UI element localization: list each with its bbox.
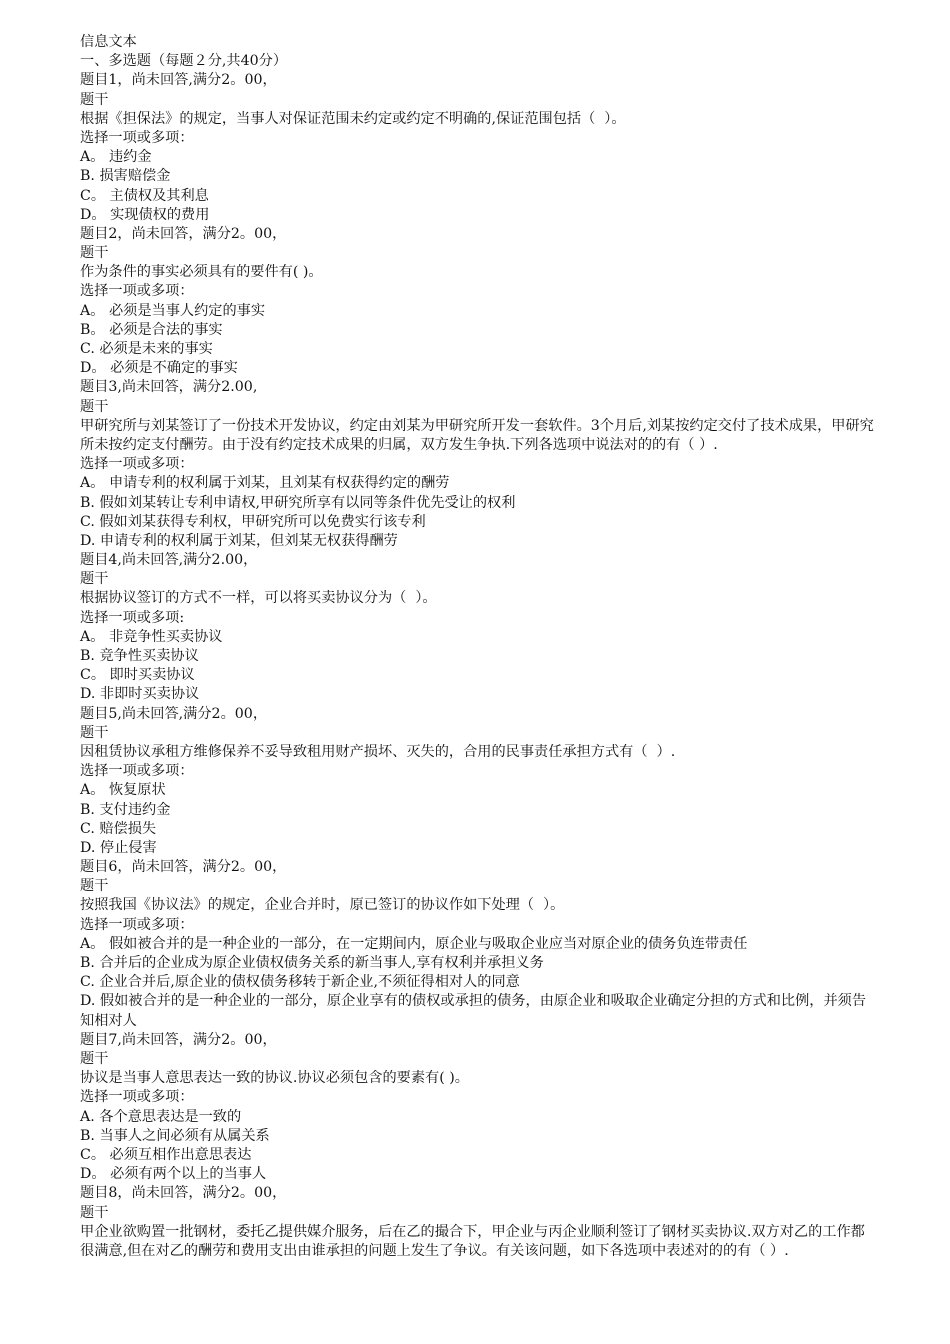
option-c[interactable]: C。 必须互相作出意思表达 bbox=[80, 1146, 252, 1163]
option-d[interactable]: D。 必须是不确定的事实 bbox=[80, 360, 238, 377]
stem-label: 题干 bbox=[80, 724, 109, 741]
question-8 bbox=[80, 1184, 875, 1261]
question-stem: 甲研究所与刘某签订了一份技术开发协议，约定由刘某为甲研究所开发一套软件。3个月后,刘某按约定交付了技术成果，甲研究所未按约定支付酬劳。由于没有约定技术成果的归属，双方发生争执.下列各选项中说法对的的有（ ）. bbox=[80, 417, 874, 453]
question-meta: 题目6，尚未回答，满分2。00， bbox=[80, 859, 287, 876]
question-stem: 根据协议签订的方式不一样，可以将买卖协议分为（ ）。 bbox=[80, 590, 437, 607]
question-stem: 因租赁协议承租方维修保养不妥导致租用财产损坏、灭失的，合用的民事责任承担方式有（ ）. bbox=[80, 743, 676, 760]
option-c[interactable]: C. 假如刘某获得专利权，甲研究所可以免费实行该专利 bbox=[80, 513, 426, 530]
options-prompt: 选择一项或多项: bbox=[80, 609, 185, 626]
option-c[interactable]: C. 企业合并后,原企业的债权债务移转于新企业,不须征得相对人的同意 bbox=[80, 974, 520, 991]
question-meta: 题目2，尚未回答，满分2。00， bbox=[80, 225, 287, 242]
option-a[interactable]: A。 申请专利的权利属于刘某，且刘某有权获得约定的酬劳 bbox=[80, 475, 450, 492]
question-4 bbox=[80, 551, 875, 705]
stem-label: 题干 bbox=[80, 878, 109, 895]
stem-label: 题干 bbox=[80, 1204, 109, 1221]
stem-label: 题干 bbox=[80, 1051, 109, 1068]
stem-label: 题干 bbox=[80, 571, 109, 588]
option-b[interactable]: B。 必须是合法的事实 bbox=[80, 321, 223, 338]
question-stem: 甲企业欲购置一批钢材，委托乙提供媒介服务，后在乙的撮合下，甲企业与丙企业顺利签订了钢材买卖协议.双方对乙的工作都很满意,但在对乙的酬劳和费用支出由谁承担的问题上发生了争议。有关该问题，如下各选项中表述对的的有（ ）. bbox=[80, 1223, 865, 1259]
question-meta: 题目5,尚未回答,满分2。00， bbox=[80, 705, 268, 722]
option-b[interactable]: B. 竞争性买卖协议 bbox=[80, 648, 199, 665]
options-prompt: 选择一项或多项： bbox=[80, 283, 194, 300]
option-c[interactable]: C. 赔偿损失 bbox=[80, 820, 157, 837]
section-heading: 一、多选题（每题２分,共40分） bbox=[80, 53, 288, 70]
question-2 bbox=[80, 225, 875, 379]
option-a[interactable]: A。 假如被合并的是一种企业的一部分，在一定期间内，原企业与吸取企业应当对原企业的债务负连带责任 bbox=[80, 935, 748, 952]
question-5 bbox=[80, 705, 875, 859]
option-d[interactable]: D. 申请专利的权利属于刘某，但刘某无权获得酬劳 bbox=[80, 532, 398, 549]
options-prompt: 选择一项或多项： bbox=[80, 916, 194, 933]
question-meta: 题目8，尚未回答，满分2。00， bbox=[80, 1185, 287, 1202]
option-c[interactable]: C。 主债权及其利息 bbox=[80, 187, 209, 204]
option-b[interactable]: B. 支付违约金 bbox=[80, 801, 171, 818]
option-a[interactable]: A。 非竞争性买卖协议 bbox=[80, 628, 223, 645]
option-d[interactable]: D。 实现债权的费用 bbox=[80, 206, 210, 223]
option-d[interactable]: D。 必须有两个以上的当事人 bbox=[80, 1166, 267, 1183]
stem-label: 题干 bbox=[80, 91, 109, 108]
question-6 bbox=[80, 858, 875, 1031]
option-d[interactable]: D. 非即时买卖协议 bbox=[80, 686, 200, 703]
question-3 bbox=[80, 378, 875, 551]
option-b[interactable]: B. 损害赔偿金 bbox=[80, 168, 171, 185]
question-meta: 题目7,尚未回答，满分2。00， bbox=[80, 1031, 277, 1048]
question-meta: 题目3,尚未回答，满分2.00, bbox=[80, 379, 258, 396]
stem-label: 题干 bbox=[80, 245, 109, 262]
question-stem: 协议是当事人意思表达一致的协议.协议必须包含的要素有( )。 bbox=[80, 1070, 469, 1087]
document-title: 信息文本 bbox=[80, 34, 137, 50]
question-stem: 作为条件的事实必须具有的要件有( )。 bbox=[80, 264, 323, 281]
question-stem: 根据《担保法》的规定，当事人对保证范围未约定或约定不明确的,保证范围包括（ ）。 bbox=[80, 110, 626, 127]
question-1 bbox=[80, 71, 875, 225]
option-b[interactable]: B. 当事人之间必须有从属关系 bbox=[80, 1127, 270, 1144]
question-7 bbox=[80, 1031, 875, 1185]
question-stem: 按照我国《协议法》的规定，企业合并时，原已签订的协议作如下处理（ ）。 bbox=[80, 897, 565, 914]
option-a[interactable]: A。 违约金 bbox=[80, 149, 152, 166]
document bbox=[80, 33, 875, 1261]
option-d[interactable]: D. 假如被合并的是一种企业的一部分，原企业享有的债权或承担的债务，由原企业和吸取企业确定分担的方式和比例，并须告知相对人 bbox=[80, 993, 867, 1029]
option-d[interactable]: D. 停止侵害 bbox=[80, 839, 157, 856]
stem-label: 题干 bbox=[80, 398, 109, 415]
option-a[interactable]: A。 必须是当事人约定的事实 bbox=[80, 302, 266, 319]
options-prompt: 选择一项或多项： bbox=[80, 763, 194, 780]
option-b[interactable]: B. 合并后的企业成为原企业债权债务关系的新当事人,享有权利并承担义务 bbox=[80, 955, 544, 972]
option-c[interactable]: C. 必须是未来的事实 bbox=[80, 341, 213, 357]
option-b[interactable]: B. 假如刘某转让专利申请权,甲研究所享有以同等条件优先受让的权利 bbox=[80, 494, 516, 511]
options-prompt: 选择一项或多项： bbox=[80, 456, 194, 473]
options-prompt: 选择一项或多项： bbox=[80, 129, 194, 146]
option-a[interactable]: A。 恢复原状 bbox=[80, 782, 166, 799]
options-prompt: 选择一项或多项： bbox=[80, 1089, 194, 1106]
question-meta: 题目1，尚未回答,满分2。00， bbox=[80, 72, 277, 89]
question-meta: 题目4,尚未回答,满分2.00， bbox=[80, 552, 258, 569]
option-a[interactable]: A. 各个意思表达是一致的 bbox=[80, 1108, 242, 1125]
option-c[interactable]: C。 即时买卖协议 bbox=[80, 667, 195, 684]
